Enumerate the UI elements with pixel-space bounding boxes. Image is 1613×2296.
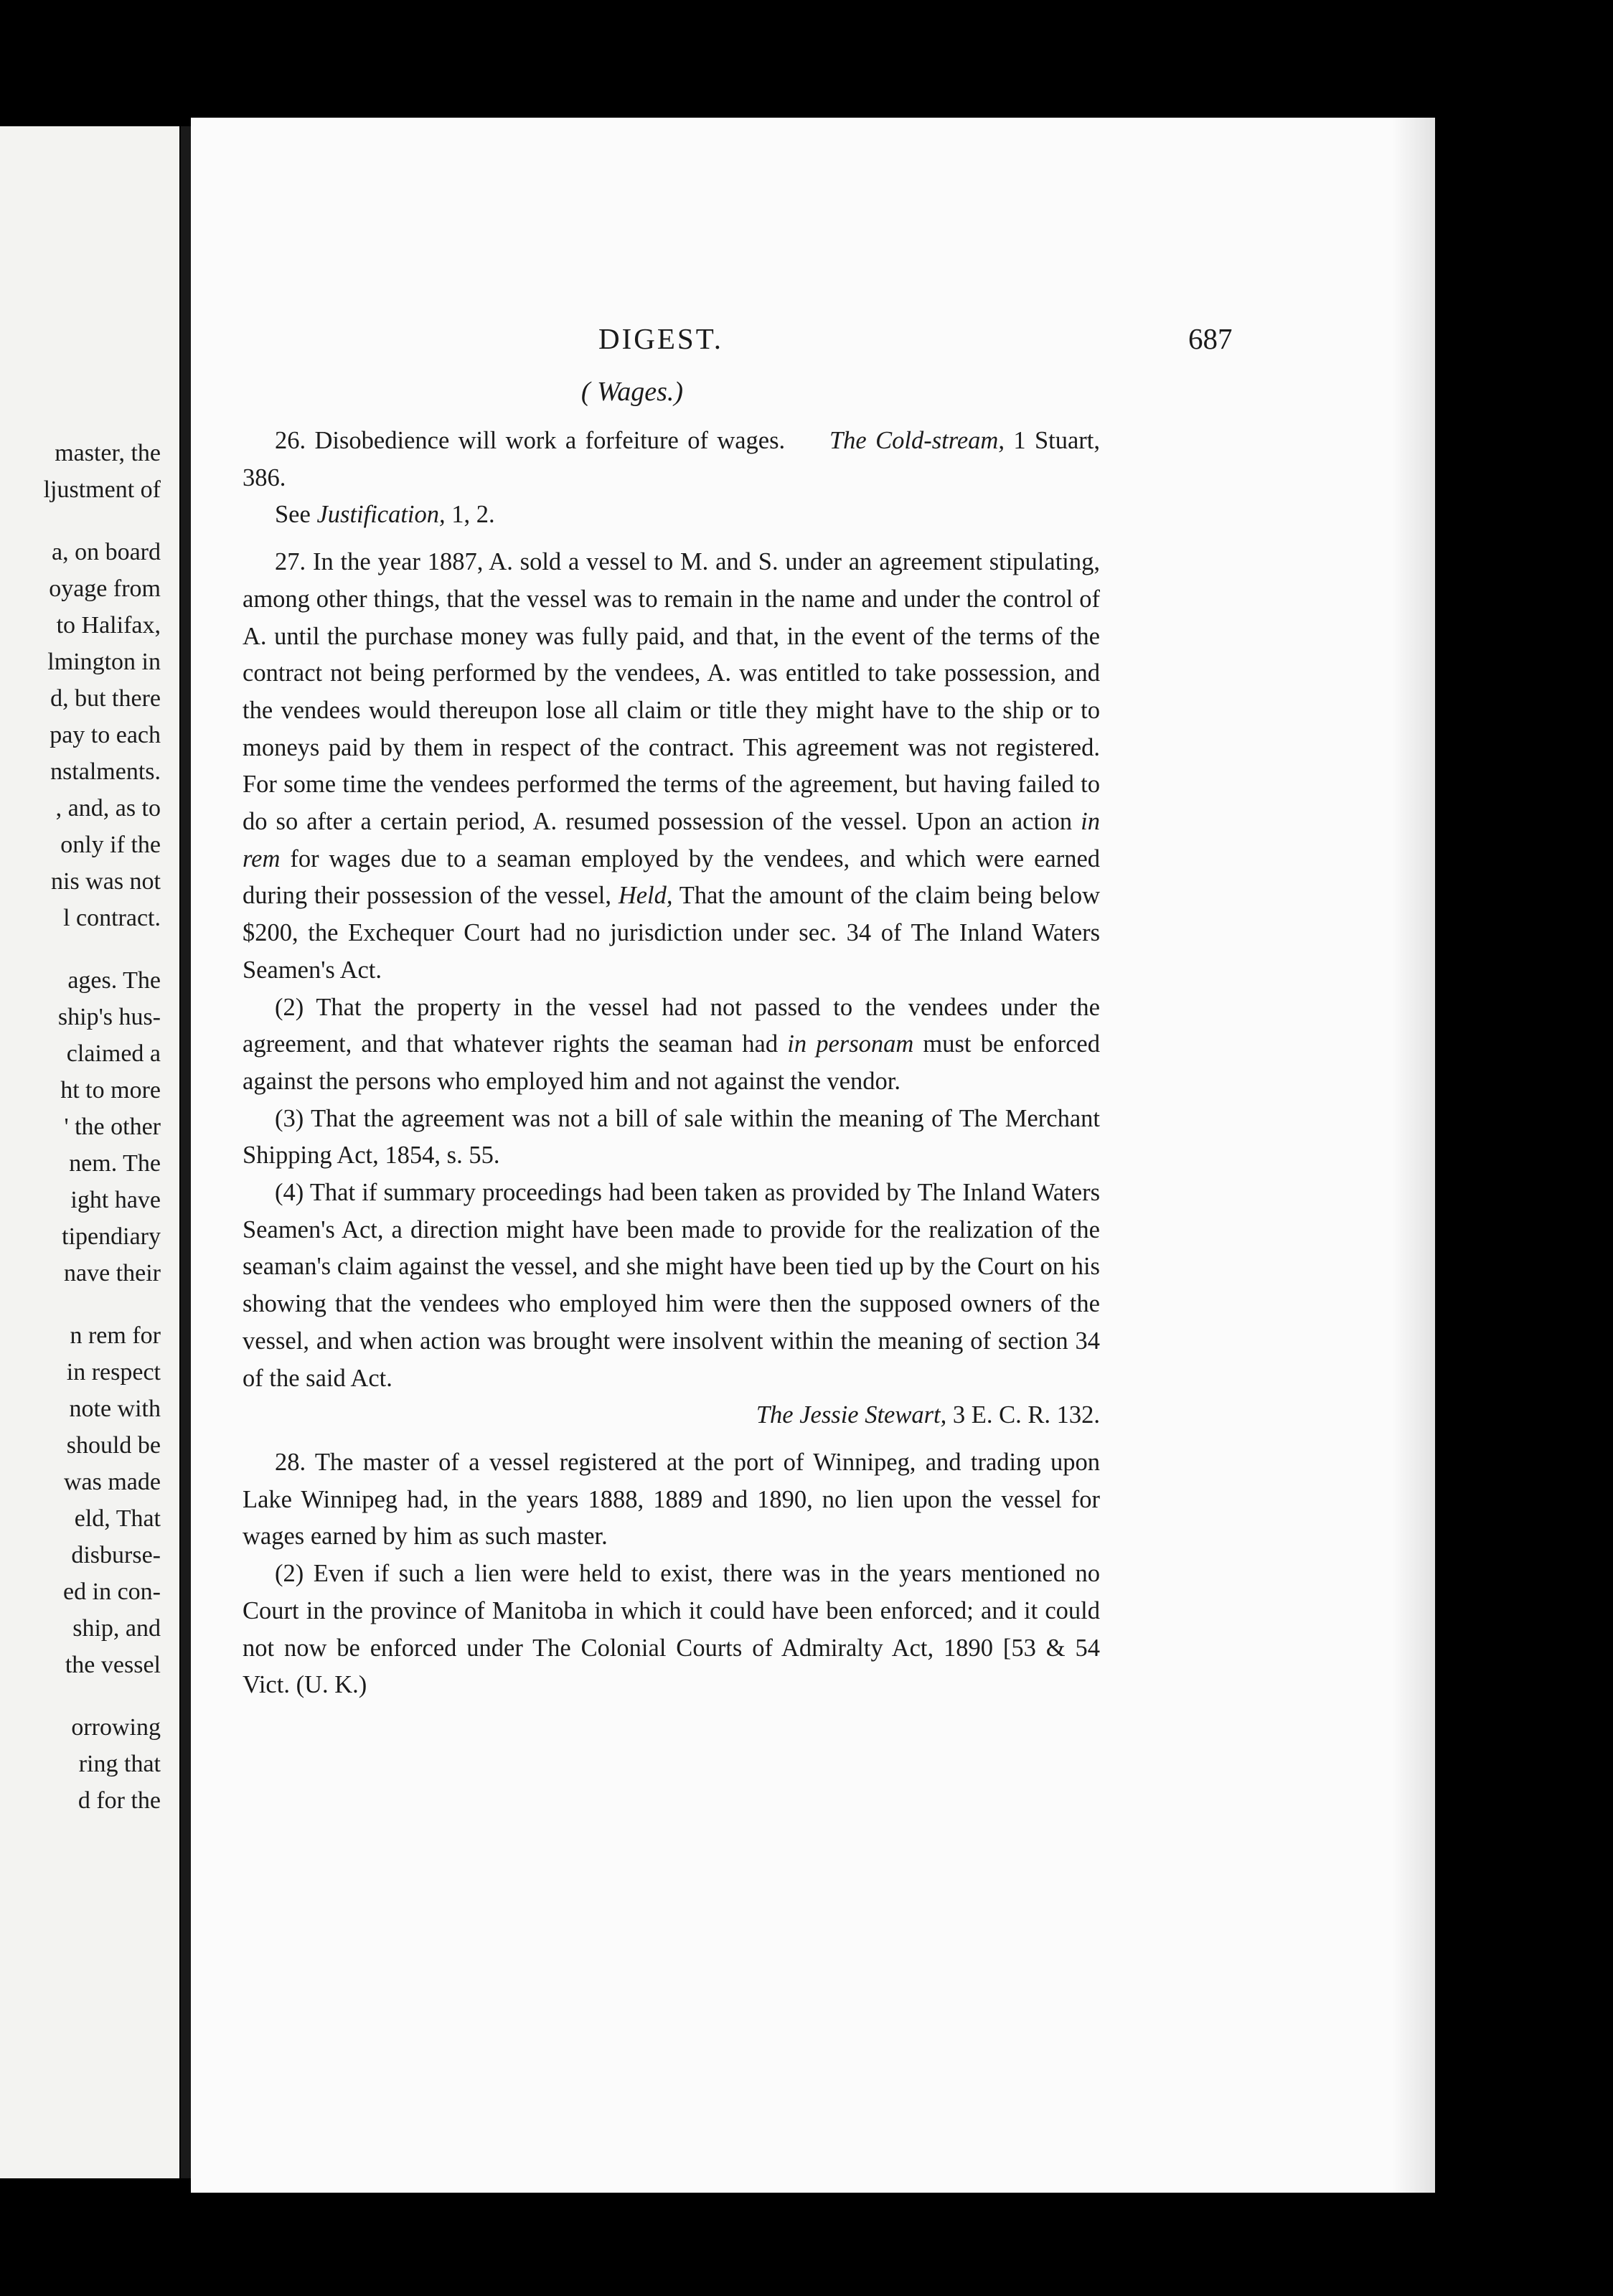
facing-page-gap [44,1683,161,1709]
facing-page-line: to Halifax, [56,612,161,639]
entry-27-point-3: (3) That the agreement was not a bill of sale within the meaning of The Merchant Shipping Act, 1854, s. 55. [243,1104,1100,1170]
entry-27-text-a: 27. In the year 1887, A. sold a vessel to M. and S. under an agreement stipulating, among other things, that the vessel was to remain in the name and under the control of A. until the purchase money was fully paid, and that, in the event of the terms of the contract not being performed by the vendees, A. was entitled to take possession, and the vendees would thereupon lose all claim or title they might have to the ship or to moneys paid by them in respect of the contract. This agreement was not registered. For some time the vendees performed the terms of the agreement, but having failed to do so after a certain period, A. resumed possession of the vessel. Upon an action [243,548,1100,836]
entry-27 [243,544,1100,989]
entry-27-citation: 3 E. C. R. 132. [952,1401,1100,1429]
facing-page-gap [44,936,161,962]
facing-page-gap [44,1292,161,1317]
facing-page-line: ed in con- [63,1578,161,1605]
entry-28-point-2: (2) Even if such a lien were held to exist, there was in the years mentioned no Court in the province of Manitoba in which it could have been enforced; and it could not now be enforced under The Colonial Courts of Admiralty Act, 1890 [53 & 54 Vict. (U. K.) [243,1560,1100,1699]
entry-27-in-rem: in rem [243,808,1101,872]
facing-page-line: master, the [55,440,161,466]
facing-page-line: ship, and [72,1615,161,1642]
facing-page-line: note with [69,1396,161,1422]
book-gutter [181,126,191,2178]
facing-page-line: claimed a [66,1040,161,1067]
facing-page-fragment [0,126,179,2178]
entry-28: 28. The master of a vessel registered at the port of Winnipeg, and trading upon Lake Winnipeg had, in the years 1888, 1889 and 1890, no lien upon the vessel for wages earned by him as such master. [243,1448,1100,1551]
running-head: DIGEST. [598,322,723,355]
facing-page-text [44,435,161,1819]
facing-page-line: ship's hus- [57,1004,161,1030]
facing-page-line: a, on board [51,539,161,565]
facing-page-line: ages. The [67,967,161,994]
entry-27-text-b: for wages due to a seaman employed by the vendees, and which were earned during their possession of the vessel, [243,844,1101,910]
facing-page-line: ljustment of [43,476,161,503]
see-numbers: 1, 2. [451,501,495,529]
facing-page-line: nave their [64,1260,161,1286]
facing-page-line: only if the [60,832,161,858]
facing-page-line: d, but there [50,685,161,712]
entry-27-in-personam: in personam [787,1030,914,1058]
facing-page-line: pay to each [50,722,161,748]
facing-page-line: ring that [78,1751,161,1777]
entry-27-text-c: That the amount of the claim being below $200, the Exchequer Court had no jurisdiction under sec. 34 of The Inland Waters Seamen's Act. [243,882,1100,984]
facing-page-line: nem. The [69,1150,161,1177]
facing-page-line: , and, as to [55,795,161,822]
digest-body [243,423,1100,1704]
entry-27-point-4: (4) That if summary proceedings had been taken as provided by The Inland Waters Seamen's Act, a direction might have been made to provide for the realization of the seaman's claim against the vessel, and she might have been tied up by the Court on his showing that the vendees who employed him were then the supposed owners of the vessel, and when action was brought were insolvent within the meaning of section 34 of the said Act. [243,1179,1100,1392]
facing-page-line: ht to more [60,1077,161,1104]
facing-page-line: disburse- [71,1542,161,1568]
facing-page-line: the vessel [65,1652,161,1678]
facing-page-line: n rem for [70,1322,161,1349]
facing-page-line: was made [63,1469,161,1495]
page [191,118,1435,2193]
entry-26 [243,423,1100,497]
facing-page-line: tipendiary [62,1223,161,1250]
facing-page-line: nstalments. [50,758,161,785]
facing-page-line: l contract. [63,905,161,931]
facing-page-line: orrowing [71,1714,161,1741]
facing-page-line: in respect [66,1359,161,1385]
see-prefix: See [275,501,311,529]
entry-27-case-name: The Jessie Stewart, [756,1401,947,1429]
facing-page-line: d for the [77,1787,161,1814]
entry-27-p2-text-b: must be enforced against the persons who employed him and not against the vendor. [243,1030,1100,1095]
facing-page-line: nis was not [51,868,161,895]
facing-page-line: oyage from [49,575,161,602]
entry-27-point-2 [243,989,1100,1101]
page-header [191,321,1435,364]
entry-26-text: 26. Disobedience will work a forfeiture of wages. [275,427,786,454]
facing-page-line: should be [66,1432,161,1459]
facing-page-line: lmington in [47,649,161,675]
see-reference: Justification, [316,501,446,529]
entry-26-case-name: The Cold-stream, [829,427,1005,454]
entry-26-citation: 1 Stuart, 386. [243,427,1100,491]
entry-27-p2-text-a: (2) That the property in the vessel had not passed to the vendees under the agreement, and that whatever rights the seaman had [243,993,1100,1058]
facing-page-gap [44,508,161,534]
facing-page-line: ' the other [64,1114,161,1140]
entry-27-citation-line [243,1397,1100,1434]
page-number: 687 [1188,322,1233,355]
facing-page-line: eld, That [74,1505,161,1532]
cross-reference [243,497,1100,534]
section-title: ( Wages.) [580,377,684,407]
facing-page-line: ight have [70,1187,161,1213]
entry-27-held: Held, [618,882,673,910]
page-edge-shadow [1392,118,1435,2193]
